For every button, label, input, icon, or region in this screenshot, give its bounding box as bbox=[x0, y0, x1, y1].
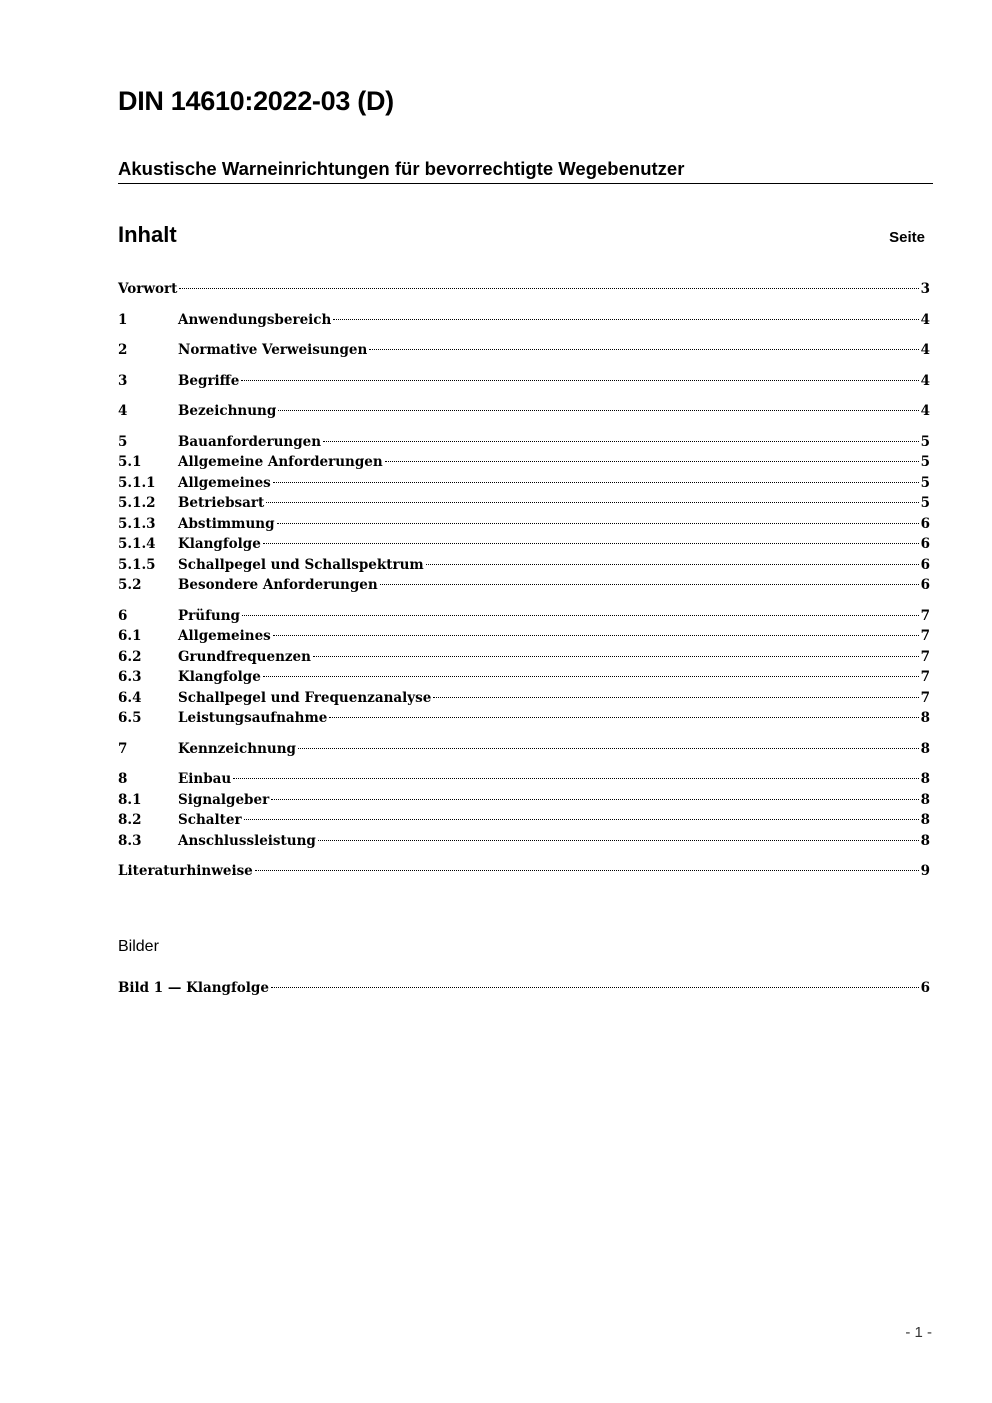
toc-entry-page: 8 bbox=[920, 812, 930, 828]
dot-leader bbox=[333, 319, 918, 320]
dot-leader bbox=[273, 482, 919, 483]
toc-entry-page: 4 bbox=[920, 372, 930, 389]
toc-entry-number: 8.1 bbox=[118, 791, 142, 808]
toc-entry-label: Kennzeichnung bbox=[178, 740, 296, 757]
toc-entry-number: 5.1.1 bbox=[118, 474, 156, 491]
toc-entry-label: Schallpegel und Schallspektrum bbox=[178, 556, 424, 573]
toc-entry-label: Signalgeber bbox=[178, 791, 270, 808]
toc-entry-number: 6 bbox=[118, 607, 128, 624]
toc-entry-number: 5.1.3 bbox=[118, 515, 156, 532]
toc-entry-page: 4 bbox=[920, 342, 930, 358]
document-title: DIN 14610:2022-03 (D) bbox=[118, 86, 394, 116]
toc-entry-number: 6.1 bbox=[118, 628, 142, 644]
dot-leader bbox=[242, 615, 919, 616]
toc-entry[interactable] bbox=[118, 606, 930, 627]
toc-entry-label: Grundfrequenzen bbox=[178, 648, 311, 665]
figure-entry[interactable] bbox=[118, 978, 930, 999]
toc-entry[interactable] bbox=[118, 432, 930, 453]
toc-entry-page: 9 bbox=[920, 863, 930, 879]
page-number: - 1 - bbox=[905, 1324, 932, 1341]
toc-entry-label: Schallpegel und Frequenzanalyse bbox=[178, 689, 432, 706]
toc-entry[interactable] bbox=[118, 626, 930, 647]
toc-entry[interactable] bbox=[118, 688, 930, 709]
toc-entry-number: 8.2 bbox=[118, 812, 142, 828]
toc-entry[interactable] bbox=[118, 739, 930, 760]
toc-entry[interactable] bbox=[118, 555, 930, 576]
toc-entry-number: 7 bbox=[118, 740, 128, 757]
toc-entry-number: 6.4 bbox=[118, 689, 142, 706]
toc-entry[interactable] bbox=[118, 769, 930, 790]
toc-entry[interactable] bbox=[118, 667, 930, 688]
toc-entry-number: 4 bbox=[118, 403, 128, 419]
toc-entry-label: Anschlussleistung bbox=[178, 832, 316, 849]
toc-entry[interactable] bbox=[118, 371, 930, 392]
figure-entry-label: Bild 1 — Klangfolge bbox=[118, 980, 269, 996]
toc-entry-label: Allgemeines bbox=[178, 474, 271, 491]
dot-leader bbox=[329, 717, 918, 718]
toc-entry-number: 5 bbox=[118, 433, 128, 450]
toc-entry-label: Betriebsart bbox=[178, 495, 265, 511]
toc-entry[interactable] bbox=[118, 493, 930, 514]
toc-entry-page: 5 bbox=[920, 433, 930, 450]
toc-entry[interactable] bbox=[118, 514, 930, 535]
toc-entry-number: 6.3 bbox=[118, 669, 142, 685]
toc-entry-label: Leistungsaufnahme bbox=[178, 710, 328, 726]
dot-leader bbox=[298, 748, 919, 749]
toc-entry-label: Anwendungsbereich bbox=[178, 311, 332, 328]
dot-leader bbox=[385, 461, 919, 462]
toc-list bbox=[118, 279, 930, 882]
toc-entry[interactable] bbox=[118, 340, 930, 361]
toc-entry-label: Begriffe bbox=[178, 372, 240, 389]
dot-leader bbox=[241, 380, 918, 381]
toc-entry-page: 7 bbox=[920, 648, 930, 665]
toc-entry-label: Prüfung bbox=[178, 607, 240, 624]
toc-entry-page: 4 bbox=[920, 403, 930, 419]
toc-entry[interactable] bbox=[118, 831, 930, 852]
toc-entry-label: Klangfolge bbox=[178, 536, 261, 552]
toc-entry-page: 5 bbox=[920, 474, 930, 491]
dot-leader bbox=[263, 676, 919, 677]
figures-list bbox=[118, 978, 930, 999]
toc-entry[interactable] bbox=[118, 575, 930, 596]
toc-entry-number: 2 bbox=[118, 342, 128, 358]
toc-entry[interactable] bbox=[118, 708, 930, 729]
dot-leader bbox=[233, 778, 918, 779]
dot-leader bbox=[323, 441, 919, 442]
dot-leader bbox=[278, 410, 918, 411]
dot-leader bbox=[271, 799, 918, 800]
dot-leader bbox=[313, 656, 919, 657]
toc-entry-label: Allgemeines bbox=[178, 628, 271, 644]
toc-entry-label: Normative Verweisungen bbox=[178, 342, 368, 358]
dot-leader bbox=[255, 870, 919, 871]
toc-entry-page: 8 bbox=[920, 791, 930, 808]
dot-leader bbox=[263, 543, 919, 544]
toc-entry-label: Bezeichnung bbox=[178, 403, 277, 419]
toc-page-label: Seite bbox=[889, 229, 925, 246]
toc-entry-page: 8 bbox=[920, 740, 930, 757]
toc-entry-page: 8 bbox=[920, 832, 930, 849]
toc-entry-number: 8.3 bbox=[118, 832, 142, 849]
toc-entry-number: 6.5 bbox=[118, 710, 142, 726]
toc-entry-page: 4 bbox=[920, 311, 930, 328]
toc-entry-number: 5.1.2 bbox=[118, 495, 156, 511]
toc-entry-label: Einbau bbox=[178, 771, 232, 787]
toc-entry-page: 6 bbox=[920, 556, 930, 573]
toc-entry[interactable] bbox=[118, 452, 930, 473]
toc-entry-page: 5 bbox=[920, 495, 930, 511]
dot-leader bbox=[244, 819, 919, 820]
toc-entry-page: 7 bbox=[920, 669, 930, 685]
dot-leader bbox=[266, 502, 918, 503]
dot-leader bbox=[369, 349, 918, 350]
toc-entry[interactable] bbox=[118, 473, 930, 494]
toc-entry-page: 6 bbox=[920, 515, 930, 532]
toc-entry-page: 7 bbox=[920, 607, 930, 624]
toc-entry[interactable] bbox=[118, 310, 930, 331]
toc-entry-label: Abstimmung bbox=[178, 515, 275, 532]
toc-entry[interactable] bbox=[118, 790, 930, 811]
toc-entry-page: 3 bbox=[920, 281, 930, 297]
toc-entry-number: 5.1.4 bbox=[118, 536, 156, 552]
toc-entry-number: 5.1 bbox=[118, 454, 142, 470]
toc-entry-page: 7 bbox=[920, 628, 930, 644]
dot-leader bbox=[433, 697, 918, 698]
toc-entry-number: 5.2 bbox=[118, 577, 142, 593]
dot-leader bbox=[318, 840, 919, 841]
toc-entry-vorwort[interactable] bbox=[118, 279, 930, 300]
document-subtitle: Akustische Warneinrichtungen für bevorrechtigte Wegebenutzer bbox=[118, 158, 933, 184]
toc-entry[interactable] bbox=[118, 647, 930, 668]
toc-entry-number: 3 bbox=[118, 372, 128, 389]
toc-entry[interactable] bbox=[118, 534, 930, 555]
toc-entry-number: 8 bbox=[118, 771, 128, 787]
toc-entry-literaturhinweise[interactable] bbox=[118, 861, 930, 882]
dot-leader bbox=[380, 584, 919, 585]
toc-entry-page: 7 bbox=[920, 689, 930, 706]
toc-entry-number: 5.1.5 bbox=[118, 556, 156, 573]
figure-entry-page: 6 bbox=[920, 980, 930, 996]
toc-entry-number: 1 bbox=[118, 311, 128, 328]
dot-leader bbox=[273, 635, 919, 636]
toc-entry-page: 5 bbox=[920, 454, 930, 470]
toc-entry-label: Klangfolge bbox=[178, 669, 261, 685]
dot-leader bbox=[271, 987, 919, 988]
dot-leader bbox=[277, 523, 919, 524]
toc-entry-label: Allgemeine Anforderungen bbox=[178, 454, 383, 470]
dot-leader bbox=[179, 288, 918, 289]
toc-entry-label: Schalter bbox=[178, 812, 242, 828]
toc-entry[interactable] bbox=[118, 401, 930, 422]
figures-heading: Bilder bbox=[118, 938, 159, 955]
toc-entry-page: 8 bbox=[920, 710, 930, 726]
toc-entry-page: 6 bbox=[920, 536, 930, 552]
toc-entry-label: Vorwort bbox=[118, 281, 178, 297]
toc-entry-number: 6.2 bbox=[118, 648, 142, 665]
dot-leader bbox=[426, 564, 919, 565]
toc-entry-page: 6 bbox=[920, 577, 930, 593]
toc-entry-label: Bauanforderungen bbox=[178, 433, 322, 450]
toc-heading: Inhalt bbox=[118, 222, 177, 247]
toc-entry[interactable] bbox=[118, 810, 930, 831]
toc-entry-page: 8 bbox=[920, 771, 930, 787]
toc-entry-label: Besondere Anforderungen bbox=[178, 577, 378, 593]
toc-entry-label: Literaturhinweise bbox=[118, 863, 253, 879]
